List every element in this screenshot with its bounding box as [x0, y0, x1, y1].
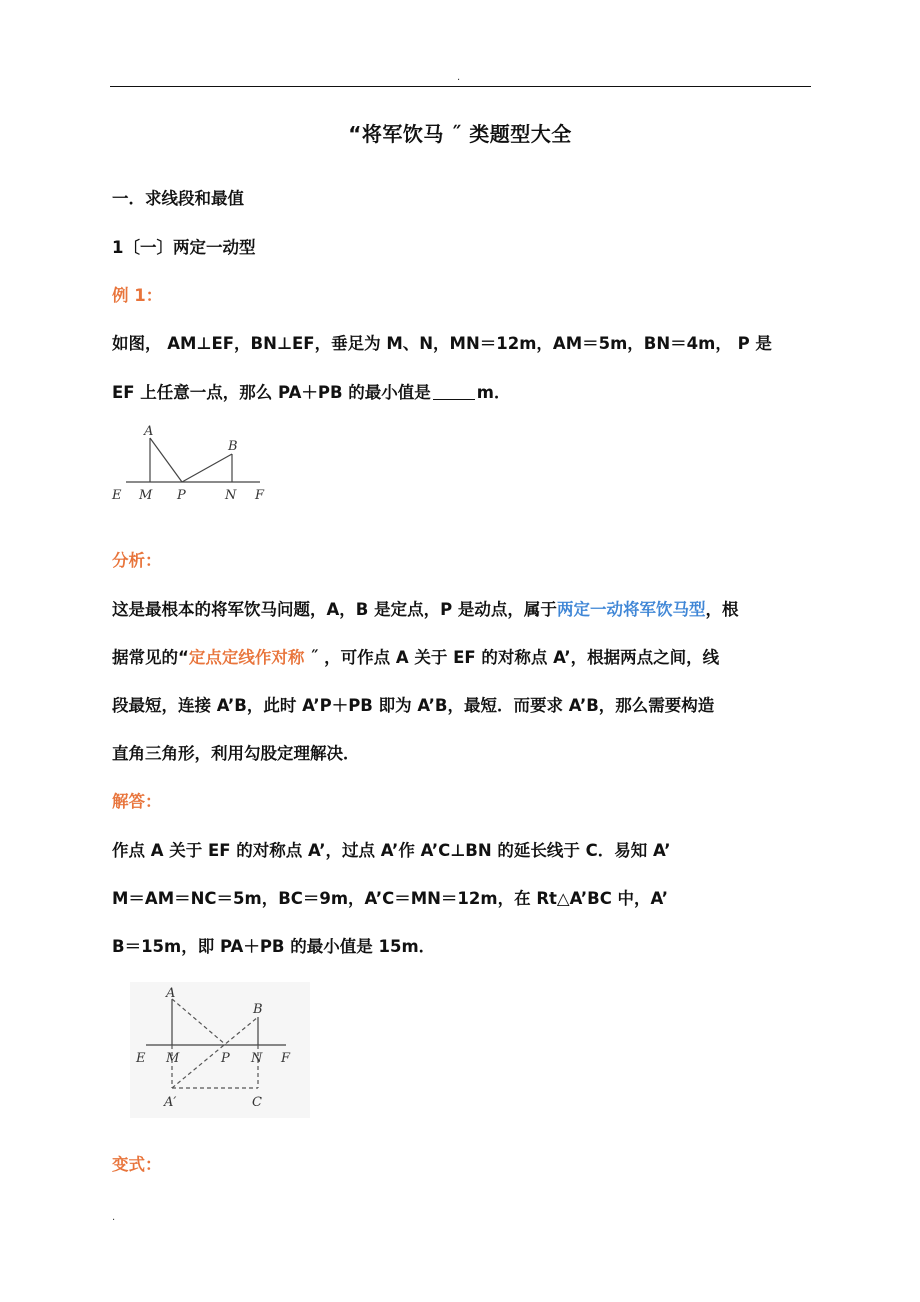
segment-pb [182, 454, 232, 482]
header-dot: . [457, 72, 461, 83]
label-a: A [166, 986, 176, 1001]
label-f: F [255, 488, 265, 503]
label-m: M [139, 488, 153, 503]
analysis-line-4: 直角三角形，利用勾股定理解决． [112, 744, 360, 763]
label-m: M [166, 1051, 180, 1066]
subsection-heading: 1〔一〕两定一动型 [112, 238, 256, 257]
analysis-line-2 [112, 644, 719, 668]
analysis-text: ˝ ，可作点 A 关于 EF 的对称点 A’，根据两点之间，线 [304, 648, 720, 667]
label-p: P [221, 1051, 230, 1066]
label-c: C [252, 1095, 262, 1110]
analysis-highlight-method: 定点定线作对称 [188, 648, 305, 667]
example-text-after-blank: m． [476, 383, 511, 402]
answer-label: 解答： [112, 792, 162, 811]
example-label: 例 1： [112, 286, 163, 305]
label-a: A [144, 424, 154, 439]
analysis-text: 据常见的“ [112, 648, 189, 667]
label-e: E [136, 1051, 146, 1066]
analysis-highlight-type: 两定一动将军饮马型 [556, 600, 706, 619]
analysis-label: 分析： [112, 551, 162, 570]
label-n: N [225, 488, 237, 503]
analysis-text: 这是最根本的将军饮马问题，A，B 是定点，P 是动点，属于 [112, 600, 557, 619]
label-b: B [228, 439, 238, 454]
example-text-line-1: 如图， AM⊥EF，BN⊥EF，垂足为 M、N，MN＝12m，AM＝5m，BN＝4m， P 是 [112, 334, 772, 353]
analysis-text: ，根 [705, 600, 739, 619]
analysis-line-1 [112, 596, 738, 620]
section-heading: 一．求线段和最值 [112, 189, 244, 208]
segment-ap [150, 438, 182, 482]
example-text-before-blank: EF 上任意一点，那么 PA＋PB 的最小值是 [112, 383, 431, 402]
figure-2 [126, 982, 316, 1126]
label-f: F [281, 1051, 291, 1066]
analysis-line-3: 段最短，连接 A’B，此时 A’P＋PB 即为 A’B，最短．而要求 A’B，那么需要构造 [112, 696, 715, 715]
label-n: N [251, 1051, 263, 1066]
answer-line-3: B＝15m，即 PA＋PB 的最小值是 15m． [112, 937, 436, 956]
page-title: “将军饮马 ˝ 类题型大全 [348, 122, 572, 146]
answer-line-2: M＝AM＝NC＝5m，BC＝9m，A’C＝MN＝12m，在 Rt△A’BC 中，A’ [112, 889, 669, 908]
answer-blank [433, 399, 475, 400]
label-b: B [253, 1002, 263, 1017]
header-rule [110, 86, 811, 87]
label-a-prime: A′ [164, 1095, 177, 1110]
answer-line-1: 作点 A 关于 EF 的对称点 A’，过点 A’作 A’C⊥BN 的延长线于 C．易知 A’ [112, 841, 671, 860]
example-text-line-2 [112, 379, 511, 403]
variant-label: 变式： [112, 1155, 162, 1174]
label-p: P [177, 488, 186, 503]
footer-dot: . [112, 1212, 116, 1223]
figure-1 [108, 420, 278, 514]
label-e: E [112, 488, 122, 503]
